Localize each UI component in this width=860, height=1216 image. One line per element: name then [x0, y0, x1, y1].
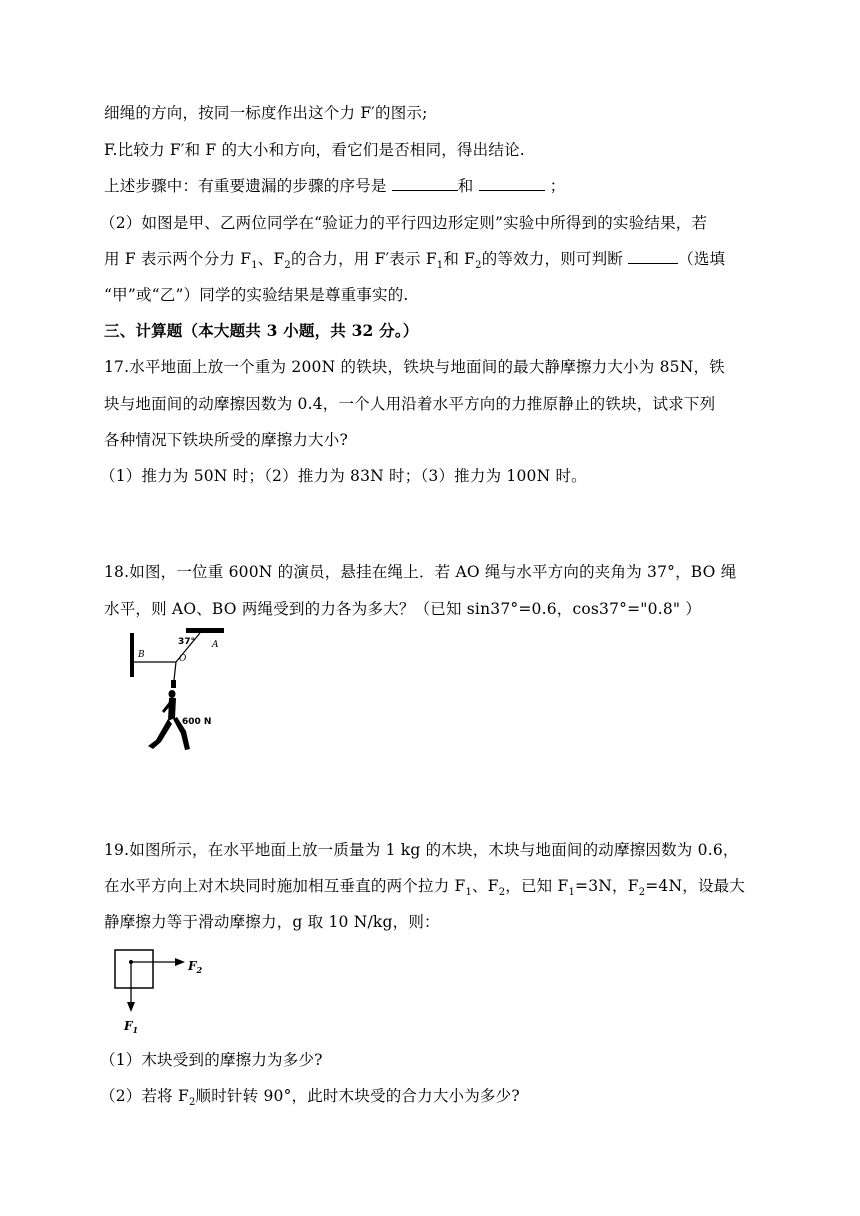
label-f1-letter: F	[124, 1019, 133, 1033]
label-angle: 37°	[178, 637, 196, 647]
q16-part2-line2	[104, 249, 726, 272]
rope-hang	[174, 662, 176, 680]
q16-part1-mid: 和	[457, 177, 479, 195]
q19-subq1: （1）木块受到的摩擦力为多少?	[100, 1051, 323, 1069]
q16-text-e: 的等效力，则可判断	[481, 250, 629, 268]
subscript: 1	[436, 260, 444, 272]
q19-text-d: =3N，F	[575, 877, 639, 895]
subscript: 1	[568, 887, 576, 899]
section-3-title: 三、计算题（本大题共 3 小题，共 32 分。）	[104, 321, 419, 340]
q16-text-a: 用 F 表示两个分力 F	[104, 250, 252, 268]
subscript: 2	[498, 887, 506, 899]
ceiling-bar	[186, 628, 224, 633]
q19-text-a: 在水平方向上对木块同时施加相互垂直的两个拉力 F	[104, 877, 466, 895]
q16-part2-line1: （2）如图是甲、乙两位同学在“验证力的平行四边形定则”实验中所得到的实验结果，若	[100, 214, 708, 232]
subscript: 2	[188, 1097, 196, 1109]
q19-line1: 19.如图所示，在水平地面上放一质量为 1 kg 的木块，木块与地面间的动摩擦因数为 0.6，	[104, 841, 739, 859]
q17-line3: 各种情况下铁块所受的摩擦力大小?	[104, 431, 349, 449]
subscript: 2	[475, 260, 482, 272]
label-f1	[123, 1019, 138, 1035]
step-f: F.比较力 F′和 F 的大小和方向，看它们是否相同，得出结论.	[104, 141, 525, 159]
answer-blank-2[interactable]	[479, 176, 545, 191]
performer-silhouette	[148, 680, 190, 750]
q17-line2: 块与地面间的动摩擦因数为 0.4，一个人用沿着水平方向的力推原静止的铁块，试求下列	[104, 395, 716, 413]
q19-subq2	[100, 1086, 520, 1109]
q16-part1-prefix: 上述步骤中：有重要遗漏的步骤的序号是	[104, 177, 392, 195]
q18-line1: 18.如图，一位重 600N 的演员，悬挂在绳上．若 AO 绳与水平方向的夹角为 37°，BO 绳	[104, 563, 737, 581]
q19-text-c: ，已知 F	[505, 877, 569, 895]
q16-text-d: 和 F	[443, 250, 476, 268]
label-f1-sub: 1	[132, 1025, 139, 1035]
q19-figure	[105, 942, 220, 1040]
f2-arrowhead	[175, 958, 185, 966]
label-f2-sub: 2	[196, 965, 203, 975]
q19-text-b: 、F	[472, 877, 499, 895]
f1-arrowhead	[127, 1002, 135, 1012]
step-e-continuation: 细绳的方向，按同一标度作出这个力 F′的图示;	[104, 104, 428, 122]
q18-line2: 水平，则 AO、BO 两绳受到的力各为多大？（已知 sin37°=0.6，cos37°="0.8" ）	[104, 600, 702, 618]
label-a: A	[212, 640, 219, 650]
q19-line2	[104, 876, 746, 899]
q16-part1	[104, 176, 565, 196]
q16-text-b: 、F	[257, 250, 285, 268]
q19-subq2-a: （2）若将 F	[100, 1087, 189, 1105]
q17-line4: （1）推力为 50N 时；（2）推力为 83N 时；（3）推力为 100N 时。	[100, 467, 587, 485]
q16-text-c: 的合力，用 F′表示 F	[290, 250, 437, 268]
label-weight: 600 N	[182, 717, 212, 727]
q18-figure	[120, 618, 240, 760]
answer-blank-3[interactable]	[628, 249, 678, 264]
q19-text-e: =4N，设最大	[645, 877, 746, 895]
label-f2	[187, 959, 203, 975]
wood-block	[115, 950, 153, 988]
subscript: 1	[465, 887, 473, 899]
subscript: 1	[251, 260, 258, 272]
q16-part2-line3: “甲”或“乙”）同学的实验结果是尊重事实的.	[104, 286, 409, 304]
label-o: O	[179, 654, 187, 664]
subscript: 2	[638, 887, 646, 899]
label-b: B	[138, 650, 145, 660]
subscript: 2	[284, 260, 291, 272]
q19-subq2-b: 顺时针转 90°，此时木块受的合力大小为多少?	[195, 1087, 520, 1105]
q17-line1: 17.水平地面上放一个重为 200N 的铁块，铁块与地面间的最大静摩擦力大小为 85N，铁	[104, 358, 725, 376]
left-wall	[130, 633, 134, 677]
label-f2-letter: F	[188, 959, 197, 973]
q16-part1-suffix: ；	[544, 177, 566, 195]
answer-blank-1[interactable]	[392, 176, 458, 191]
q19-line3: 静摩擦力等于滑动摩擦力，g 取 10 N/kg，则：	[104, 913, 440, 931]
q16-text-f: （选填	[678, 250, 726, 268]
